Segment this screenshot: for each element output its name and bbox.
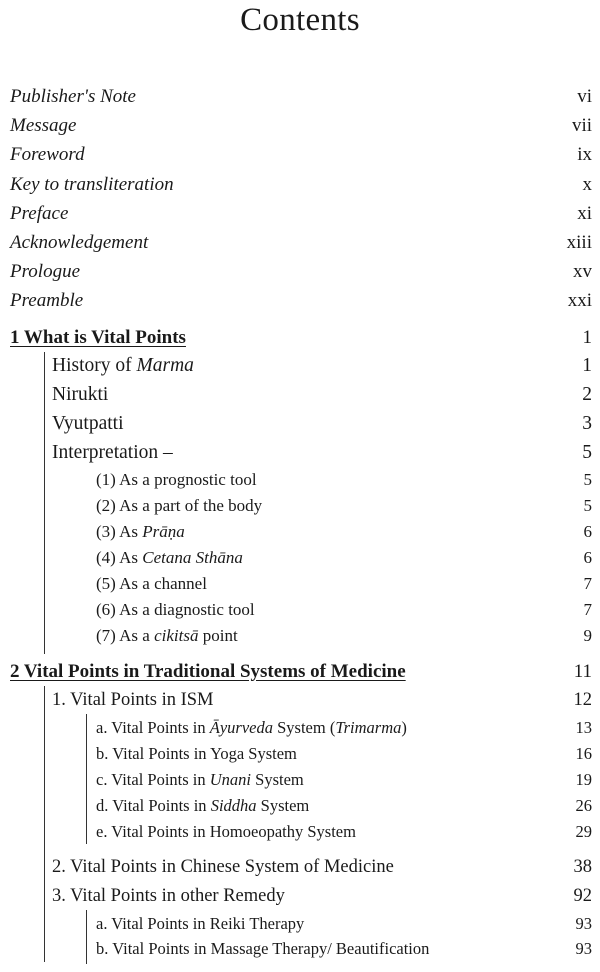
toc-subentry-page: 19 bbox=[575, 770, 592, 789]
toc-section-label: 2. Vital Points in Chinese System of Medicine bbox=[52, 857, 394, 877]
toc-entry-page: vii bbox=[571, 115, 592, 136]
toc-subentry-page: 93 bbox=[575, 939, 592, 958]
toc-entry-label: Key to transliteration bbox=[10, 174, 174, 195]
page-title: Contents bbox=[240, 2, 360, 38]
toc-subentry-label: c. Vital Points in Unani System bbox=[96, 770, 304, 789]
toc-section-page: 38 bbox=[573, 857, 592, 877]
toc-subentry-page: 13 bbox=[575, 718, 592, 737]
toc-subentry-label: e. Vital Points in Homoeopathy System bbox=[96, 822, 356, 841]
chapter-page: 11 bbox=[573, 661, 592, 682]
toc-subentry-label: a. Vital Points in Āyurveda System (Trimarma) bbox=[96, 718, 407, 737]
toc-entry bbox=[0, 355, 600, 381]
toc-subentry bbox=[0, 914, 600, 940]
toc-entry-label: Preamble bbox=[10, 290, 84, 311]
toc-subentry-label: (5) As a channel bbox=[96, 574, 207, 593]
toc-entry bbox=[0, 232, 600, 258]
toc-subentry bbox=[0, 718, 600, 744]
chapter-title: 2 Vital Points in Traditional Systems of Medicine bbox=[10, 661, 406, 682]
toc-section bbox=[0, 857, 600, 883]
toc-entry-page: vi bbox=[577, 86, 592, 107]
toc-entry-page: xiii bbox=[566, 232, 592, 253]
toc-entry-page: xi bbox=[577, 203, 592, 224]
toc-subentry-page: 7 bbox=[583, 600, 592, 619]
toc-entry-label: Interpretation – bbox=[52, 442, 173, 463]
toc-entry-label: Publisher's Note bbox=[10, 86, 136, 107]
toc-entry bbox=[0, 261, 600, 287]
toc-entry-label: History of Marma bbox=[52, 355, 194, 376]
chapter-title: 1 What is Vital Points bbox=[10, 327, 186, 348]
toc-section-page: 92 bbox=[573, 886, 592, 906]
toc-subentry-label: (3) As Prāṇa bbox=[96, 522, 185, 541]
toc-subentry-label: b. Vital Points in Yoga System bbox=[96, 744, 297, 763]
toc-entry-label: Nirukti bbox=[52, 384, 109, 405]
toc-subentry bbox=[0, 626, 600, 652]
toc-subentry-label: (7) As a cikitsā point bbox=[96, 626, 238, 645]
toc-entry-page: 1 bbox=[582, 355, 592, 376]
toc-subentry bbox=[0, 939, 600, 965]
toc-subentry bbox=[0, 470, 600, 496]
toc-subentry bbox=[0, 496, 600, 522]
toc-entry bbox=[0, 203, 600, 229]
chapter-heading bbox=[0, 327, 600, 353]
toc-subentry-page: 29 bbox=[575, 822, 592, 841]
toc-subentry-page: 9 bbox=[583, 626, 592, 645]
toc-subentry-page: 5 bbox=[583, 496, 592, 515]
toc-entry bbox=[0, 290, 600, 316]
toc-section bbox=[0, 690, 600, 716]
toc-entry bbox=[0, 442, 600, 468]
toc-entry-label: Vyutpatti bbox=[52, 413, 124, 434]
toc-subentry bbox=[0, 770, 600, 796]
toc-entry bbox=[0, 384, 600, 410]
toc-subentry bbox=[0, 548, 600, 574]
toc-section-page: 12 bbox=[573, 690, 592, 710]
toc-subentry-label: b. Vital Points in Massage Therapy/ Beautification bbox=[96, 939, 430, 958]
toc-subentry-label: a. Vital Points in Reiki Therapy bbox=[96, 914, 305, 933]
toc-subentry-page: 6 bbox=[583, 548, 592, 567]
toc-entry bbox=[0, 144, 600, 170]
toc-subentry bbox=[0, 574, 600, 600]
toc-subentry bbox=[0, 522, 600, 548]
toc-entry-label: Foreword bbox=[10, 144, 85, 165]
toc-entry-page: 5 bbox=[582, 442, 592, 463]
toc-subentry-page: 7 bbox=[583, 574, 592, 593]
toc-subentry-label: (4) As Cetana Sthāna bbox=[96, 548, 243, 567]
toc-entry-label: Message bbox=[10, 115, 77, 136]
toc-subentry bbox=[0, 744, 600, 770]
toc-subentry-page: 5 bbox=[583, 470, 592, 489]
toc-entry bbox=[0, 413, 600, 439]
toc-subentry-label: (1) As a prognostic tool bbox=[96, 470, 257, 489]
toc-entry bbox=[0, 174, 600, 200]
toc-entry-page: 3 bbox=[582, 413, 592, 434]
toc-entry-label: Prologue bbox=[10, 261, 81, 282]
chapter-page: 1 bbox=[582, 327, 592, 348]
toc-subentry-label: (6) As a diagnostic tool bbox=[96, 600, 255, 619]
toc-subentry-label: (2) As a part of the body bbox=[96, 496, 263, 515]
toc-entry-page: xv bbox=[573, 261, 592, 282]
toc-subentry-page: 93 bbox=[575, 914, 592, 933]
toc-entry bbox=[0, 115, 600, 141]
toc-subentry-page: 16 bbox=[575, 744, 592, 763]
toc-entry-page: 2 bbox=[582, 384, 592, 405]
toc-section bbox=[0, 886, 600, 912]
toc-entry-page: ix bbox=[577, 144, 592, 165]
toc-section-label: 3. Vital Points in other Remedy bbox=[52, 886, 285, 906]
toc-entry-page: x bbox=[582, 174, 592, 195]
toc-section-label: 1. Vital Points in ISM bbox=[52, 690, 214, 710]
toc-subentry bbox=[0, 822, 600, 848]
toc-entry-label: Preface bbox=[10, 203, 69, 224]
toc-subentry bbox=[0, 796, 600, 822]
toc-subentry-page: 6 bbox=[583, 522, 592, 541]
toc-subentry bbox=[0, 600, 600, 626]
toc-entry-page: xxi bbox=[567, 290, 592, 311]
toc-entry-label: Acknowledgement bbox=[10, 232, 149, 253]
toc-subentry-label: d. Vital Points in Siddha System bbox=[96, 796, 310, 815]
toc-subentry-page: 26 bbox=[575, 796, 592, 815]
toc-entry bbox=[0, 86, 600, 112]
chapter-heading bbox=[0, 661, 600, 687]
